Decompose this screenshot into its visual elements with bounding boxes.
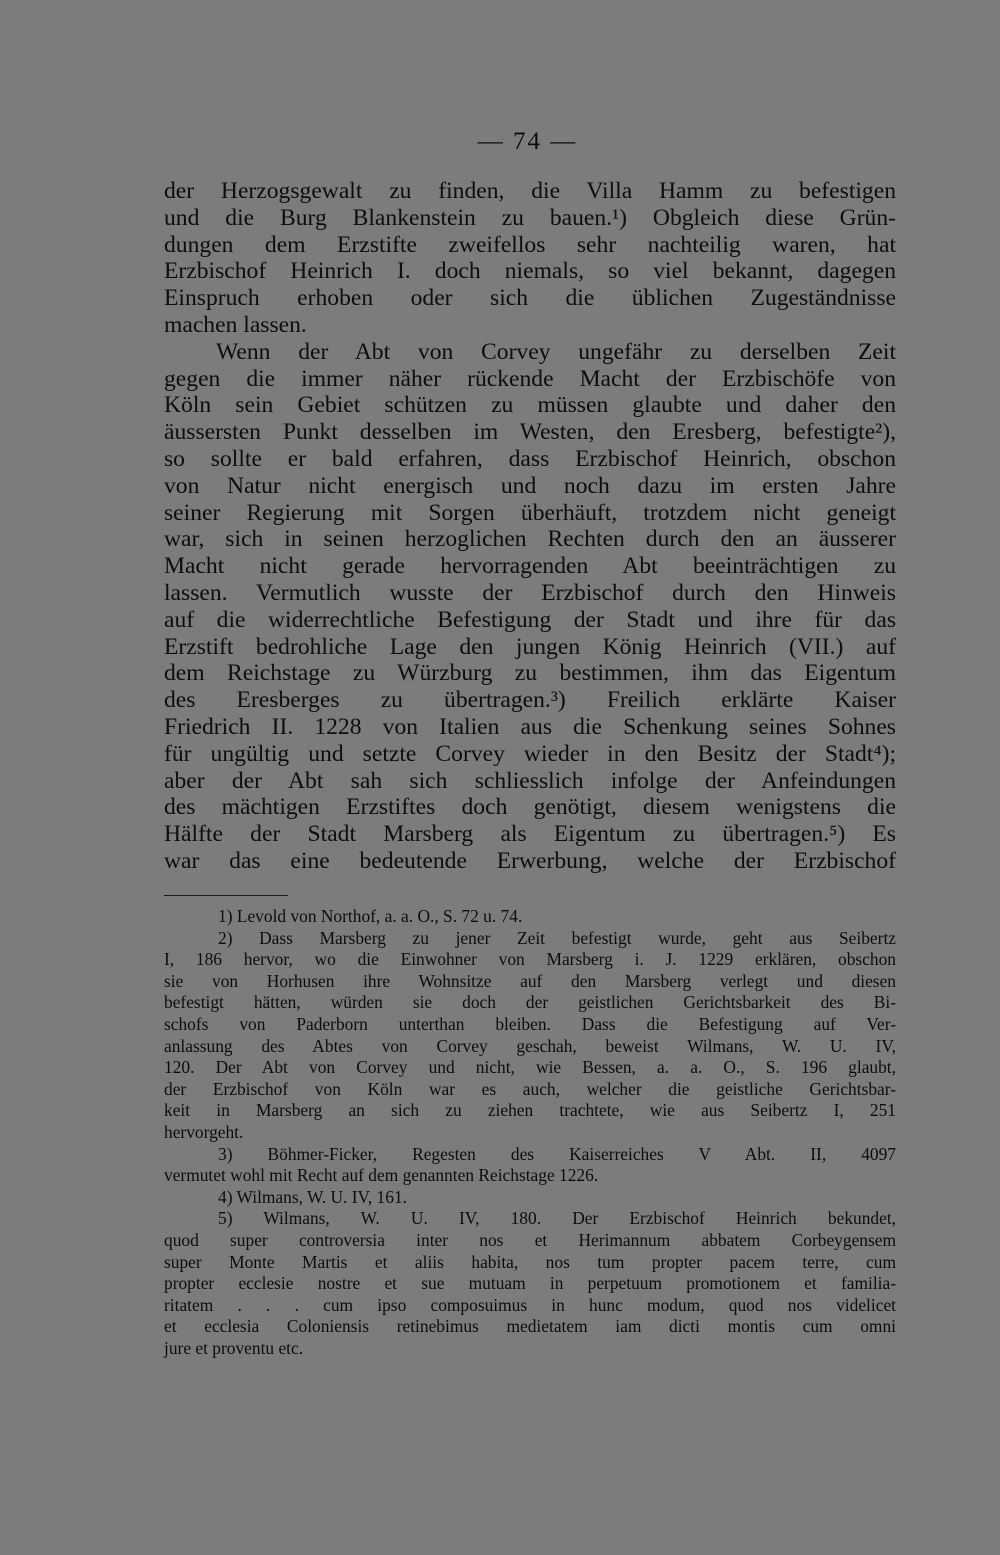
text-line: Hälfte der Stadt Marsberg als Eigentum zu übertragen.⁵) Es xyxy=(164,821,896,848)
footnote-line: vermutet wohl mit Recht auf dem genannten Reichstage 1226. xyxy=(164,1165,599,1186)
text-line: Einspruch erhoben oder sich die üblichen Zugeständnisse xyxy=(164,285,896,312)
text-line: von Natur nicht energisch und noch dazu im ersten Jahre xyxy=(164,472,896,499)
text-line: äussersten Punkt desselben im Westen, den Eresberg, befestigte²), xyxy=(164,419,896,446)
footnote-line: 120. Der Abt von Corvey und nicht, wie Bessen, a. a. O., S. 196 glaubt, xyxy=(164,1057,896,1078)
text-line: gegen die immer näher rückende Macht der Erzbischöfe von xyxy=(164,365,896,392)
text-line: seiner Regierung mit Sorgen überhäuft, trotzdem nicht geneigt xyxy=(164,499,896,526)
text-line: war das eine bedeutende Erwerbung, welche der Erzbischof xyxy=(164,847,896,874)
footnote-line: et ecclesia Coloniensis retinebimus medietatem iam dicti montis cum omni xyxy=(164,1316,896,1337)
footnote-line: ritatem . . . cum ipso composuimus in hunc modum, quod nos videlicet xyxy=(164,1294,896,1315)
footnote-line: befestigt hätten, würden sie doch der geistlichen Gerichtsbarkeit des Bi- xyxy=(164,992,896,1013)
text-line: für ungültig und setzte Corvey wieder in den Besitz der Stadt⁴); xyxy=(164,740,896,767)
text-line: Macht nicht gerade hervorragenden Abt beeinträchtigen zu xyxy=(164,553,896,580)
footnote-line: schofs von Paderborn unterthan bleiben. Dass die Befestigung auf Ver- xyxy=(164,1013,896,1034)
text-line: des Eresberges zu übertragen.³) Freilich erklärte Kaiser xyxy=(164,687,896,714)
footnotes xyxy=(164,906,896,1359)
main-text xyxy=(164,178,896,875)
text-line: Erzstift bedrohliche Lage den jungen König Heinrich (VII.) auf xyxy=(164,633,896,660)
text-line: des mächtigen Erzstiftes doch genötigt, diesem wenigstens die xyxy=(164,794,896,821)
footnote-line: jure et proventu etc. xyxy=(164,1337,304,1358)
text-line: der Herzogsgewalt zu finden, die Villa Hamm zu befestigen xyxy=(164,178,896,204)
text-line: lassen. Vermutlich wusste der Erzbischof durch den Hinweis xyxy=(164,579,896,606)
footnote-line: 1) Levold von Northof, a. a. O., S. 72 u. 74. xyxy=(218,906,523,926)
footnote-line: I, 186 hervor, wo die Einwohner von Marsberg i. J. 1229 erklären, obschon xyxy=(164,949,896,970)
footnote-divider xyxy=(164,895,288,896)
footnote-line: super Monte Martis et aliis habita, nos tum propter pacem terre, cum xyxy=(164,1251,896,1272)
footnote-line: anlassung des Abtes von Corvey geschah, beweist Wilmans, W. U. IV, xyxy=(164,1035,896,1056)
text-line: und die Burg Blankenstein zu bauen.¹) Obgleich diese Grün- xyxy=(164,204,896,231)
text-line: Erzbischof Heinrich I. doch niemals, so viel bekannt, dagegen xyxy=(164,258,896,285)
footnote-line: der Erzbischof von Köln war es auch, welcher die geistliche Gerichtsbar- xyxy=(164,1078,896,1099)
text-line: Friedrich II. 1228 von Italien aus die Schenkung seines Sohnes xyxy=(164,713,896,740)
text-line: machen lassen. xyxy=(164,311,307,338)
text-line: Köln sein Gebiet schützen zu müssen glaubte und daher den xyxy=(164,392,896,419)
text-line: aber der Abt sah sich schliesslich infolge der Anfeindungen xyxy=(164,767,896,794)
text-line: auf die widerrechtliche Befestigung der Stadt und ihre für das xyxy=(164,606,896,633)
text-line: dem Reichstage zu Würzburg zu bestimmen, ihm das Eigentum xyxy=(164,660,896,687)
footnote-line: 2) Dass Marsberg zu jener Zeit befestigt wurde, geht aus Seibertz xyxy=(218,927,896,948)
footnote-line: 5) Wilmans, W. U. IV, 180. Der Erzbischof Heinrich bekundet, xyxy=(218,1208,896,1229)
text-line: Wenn der Abt von Corvey ungefähr zu derselben Zeit xyxy=(216,338,896,365)
footnote-line: 4) Wilmans, W. U. IV, 161. xyxy=(218,1186,407,1207)
footnote-line: hervorgeht. xyxy=(164,1121,244,1142)
footnote-line: sie von Horhusen ihre Wohnsitze auf den Marsberg verlegt und diesen xyxy=(164,970,896,991)
text-line: so sollte er bald erfahren, dass Erzbischof Heinrich, obschon xyxy=(164,445,896,472)
footnote-line: 3) Böhmer-Ficker, Regesten des Kaiserreiches V Abt. II, 4097 xyxy=(218,1143,896,1164)
footnote-line: propter ecclesie nostre et sue mutuam in perpetuum promotionem et familia- xyxy=(164,1273,896,1294)
text-line: war, sich in seinen herzoglichen Rechten durch den an äusserer xyxy=(164,526,896,553)
footnote-line: keit in Marsberg an sich zu ziehen trachtete, wie aus Seibertz I, 251 xyxy=(164,1100,896,1121)
footnote-line: quod super controversia inter nos et Herimannum abbatem Corbeygensem xyxy=(164,1229,896,1250)
text-line: dungen dem Erzstifte zweifellos sehr nachteilig waren, hat xyxy=(164,231,896,258)
page-number: — 74 — xyxy=(477,128,578,155)
